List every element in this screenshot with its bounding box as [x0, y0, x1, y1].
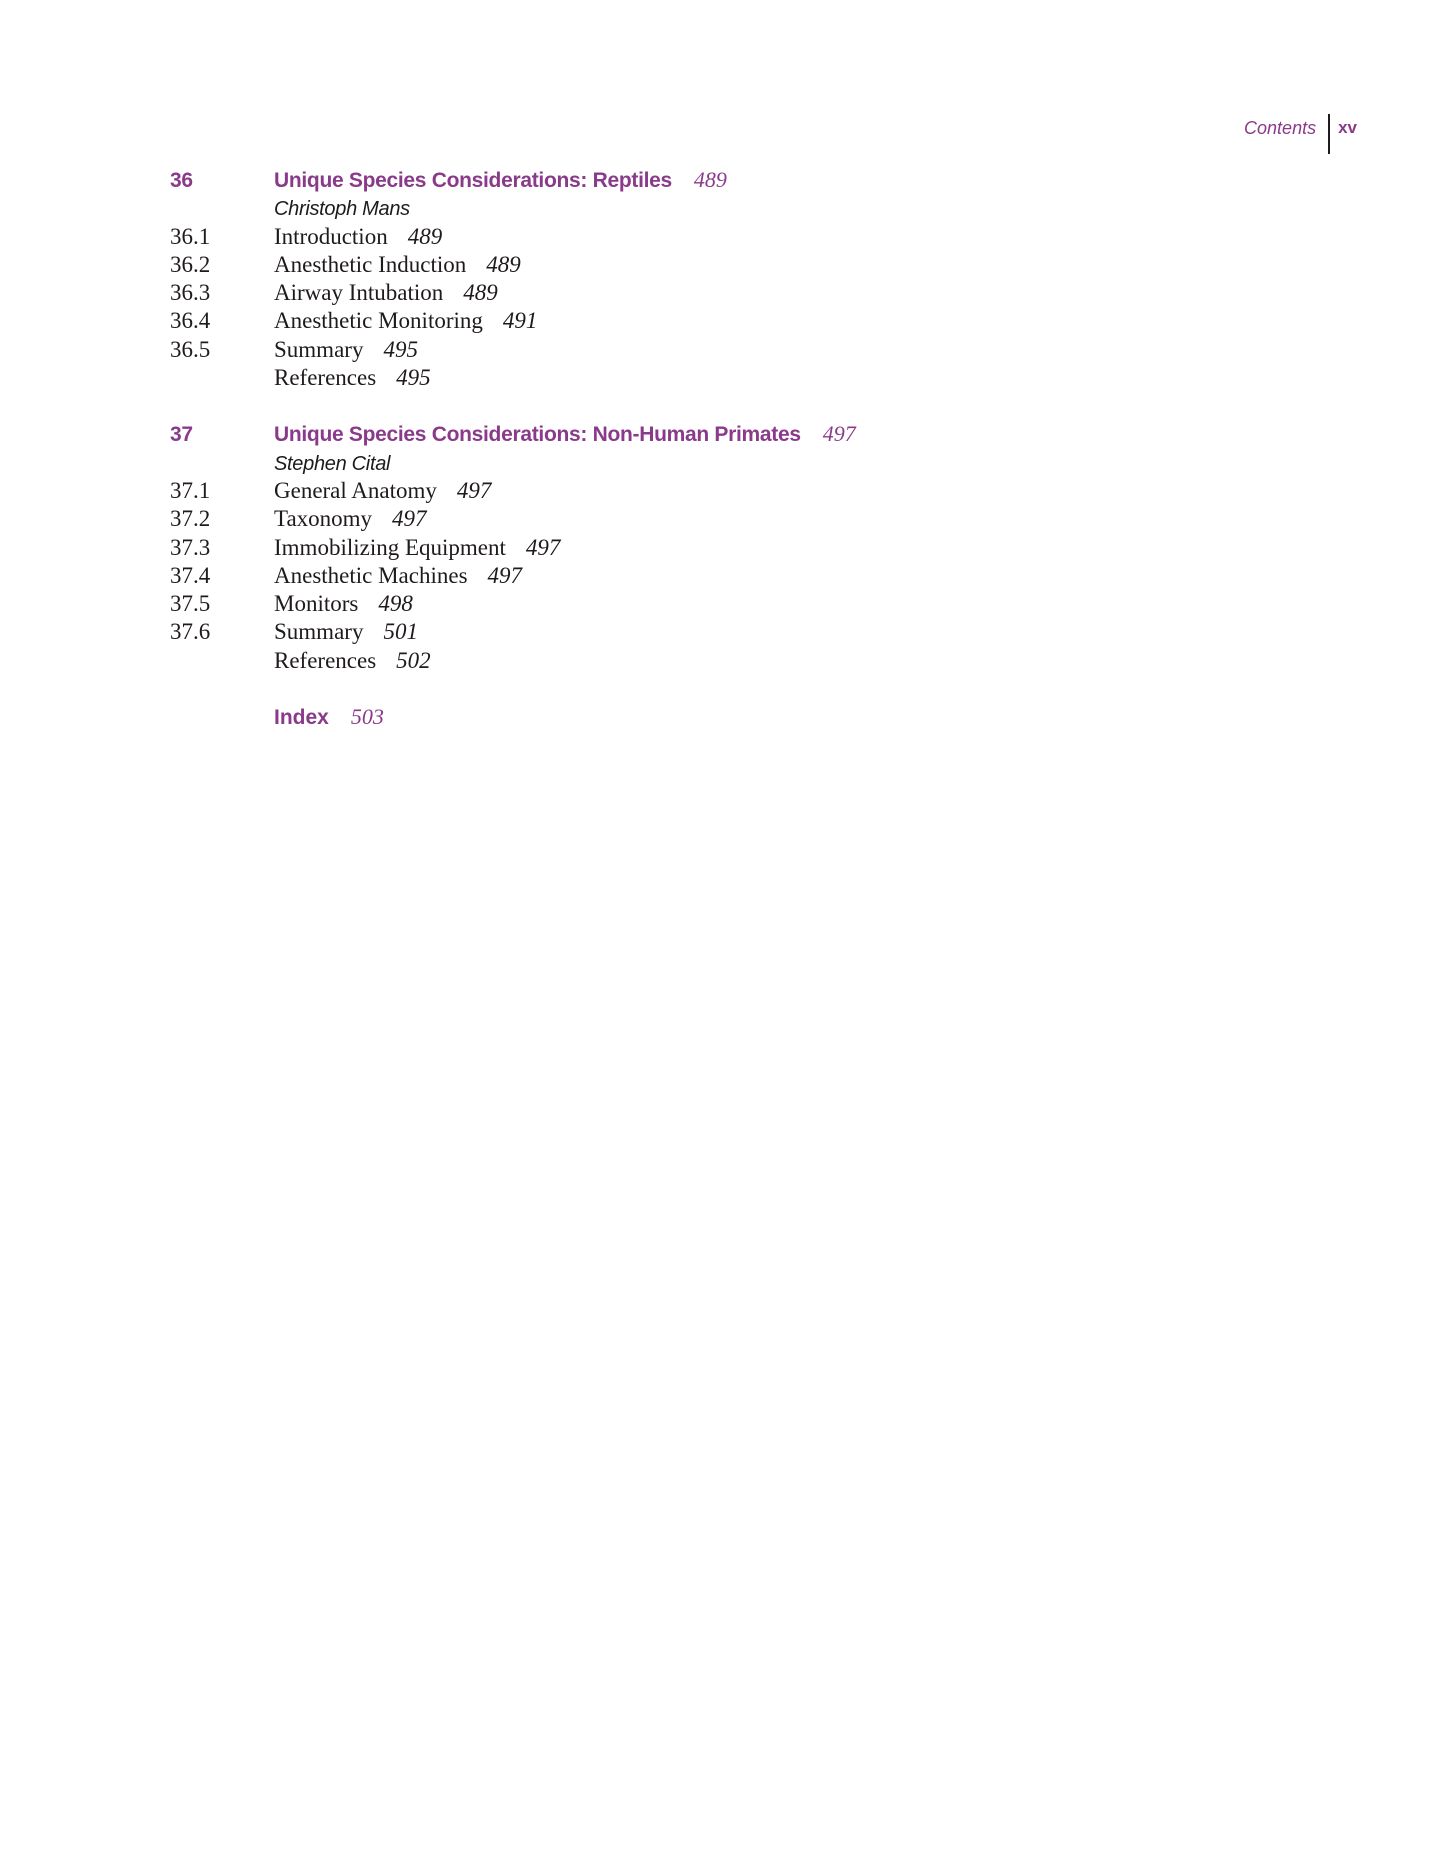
section-title[interactable]: Introduction: [274, 223, 388, 249]
chapter-author-row: [170, 449, 1270, 477]
section-number: 37.5: [170, 591, 211, 617]
chapter-author-row: [170, 194, 1270, 222]
section-number: 37.2: [170, 506, 211, 532]
chapter-page: 497: [822, 421, 856, 447]
chapter-number: 37: [170, 423, 193, 447]
chapter-title[interactable]: Unique Species Considerations: Non-Human Primates: [274, 423, 801, 447]
toc-entry[interactable]: [170, 251, 1270, 279]
section-number: 36.2: [170, 251, 211, 277]
section-page: 489: [407, 223, 443, 249]
chapter-title[interactable]: Unique Species Considerations: Reptiles: [274, 169, 672, 192]
section-page: 489: [463, 280, 498, 306]
section-page: 502: [396, 647, 431, 673]
section-number: 37.3: [170, 534, 211, 560]
section-number: 37.1: [170, 477, 211, 503]
section-title[interactable]: Summary: [274, 336, 364, 362]
toc-entry-references[interactable]: [170, 364, 1270, 392]
index-entry[interactable]: [170, 703, 1270, 731]
section-page: 495: [383, 336, 418, 362]
section-title[interactable]: General Anatomy: [274, 477, 437, 503]
toc-entry[interactable]: [170, 534, 1270, 562]
section-title[interactable]: Immobilizing Equipment: [274, 534, 506, 560]
toc-entry[interactable]: [170, 618, 1270, 646]
chapter-page: 489: [693, 167, 727, 192]
section-page: 501: [383, 619, 418, 645]
index-title[interactable]: Index: [274, 706, 329, 730]
chapter-heading[interactable]: [170, 420, 1270, 448]
toc-entry[interactable]: [170, 590, 1270, 618]
section-title[interactable]: Summary: [274, 619, 364, 645]
section-title[interactable]: Airway Intubation: [274, 280, 444, 306]
section-title[interactable]: References: [274, 365, 377, 391]
section-page: 497: [487, 562, 523, 588]
chapter-number: 36: [170, 169, 193, 192]
section-page: 489: [486, 251, 521, 277]
section-page: 497: [392, 506, 427, 532]
section-number: 36.4: [170, 308, 211, 334]
section-title[interactable]: Taxonomy: [274, 506, 373, 532]
chapter-author: Stephen Cital: [274, 452, 391, 475]
section-page: 497: [456, 477, 492, 503]
section-page: 497: [525, 534, 561, 560]
toc-entry[interactable]: [170, 505, 1270, 533]
chapter-heading[interactable]: [170, 166, 1270, 194]
toc-entry-references[interactable]: [170, 647, 1270, 675]
table-of-contents: [170, 166, 1270, 731]
section-number: 36.1: [170, 223, 211, 249]
toc-entry[interactable]: [170, 223, 1270, 251]
section-number: 37.4: [170, 562, 211, 588]
toc-entry[interactable]: [170, 562, 1270, 590]
toc-entry[interactable]: [170, 477, 1270, 505]
running-header-section: Contents: [1244, 118, 1317, 138]
section-number: 36.5: [170, 336, 211, 362]
running-header: [1244, 114, 1357, 154]
section-title[interactable]: Anesthetic Induction: [274, 251, 467, 277]
section-number: 36.3: [170, 280, 211, 306]
section-page: 495: [396, 365, 431, 391]
section-number: 37.6: [170, 619, 211, 645]
chapter-36: [170, 166, 1270, 392]
section-page: 491: [502, 308, 538, 334]
toc-entry[interactable]: [170, 307, 1270, 335]
chapter-author: Christoph Mans: [274, 198, 410, 221]
toc-entry[interactable]: [170, 336, 1270, 364]
section-title[interactable]: References: [274, 647, 377, 673]
section-title[interactable]: Anesthetic Machines: [274, 562, 468, 588]
page-number: xv: [1338, 118, 1357, 137]
index-page: 503: [350, 704, 384, 730]
section-title[interactable]: Anesthetic Monitoring: [274, 308, 483, 334]
section-page: 498: [378, 591, 413, 617]
section-title[interactable]: Monitors: [274, 591, 359, 617]
chapter-37: [170, 420, 1270, 675]
toc-entry[interactable]: [170, 279, 1270, 307]
